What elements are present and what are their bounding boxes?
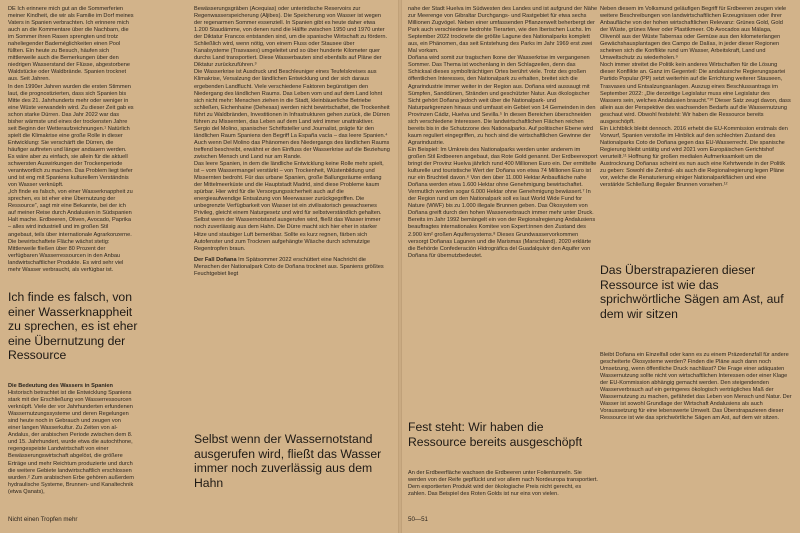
paragraph: Das leere Spanien, in dem die ländliche Entwicklung keine Rolle mehr spielt, ist – vom Wassermangel verstärkt – von Trockenheit, Wüstenbildung und Missernten bedroht. Für das urbane Spanien, große Ballungsräume entlang der Mittelmeerküste und die Hauptstadt Madrid, sind diese Probleme kaum spürbar. Hier wird für die Versorgungssicherheit auch auf die energieaufwendige Entsalzung von Meerwasser zurückgegriffen. Die unbegrenzte Verfügbarkeit von Wasser ist ein zivilisatorisch gewachsenes Privileg, gleicht einem Naturgesetz und wird für selbstverständlich gehalten. Selbst wenn der Wassernotstand ausgerufen wird, fließt das Wasser immer noch zuverlässig aus dem Hahn. Die Dürre macht sich hier eher in starker Hitze und staubiger Luft bemerkbar. Sollte es kurz regnen, färben sich Autofenster und zum Trocknen aufgehängte Wäsche durch schmutzige Regentropfen braun. xyxy=(194,161,384,252)
paragraph: Sergio del Molino, spanischer Schriftsteller und Journalist, prägte für den ländlichen Raum Spaniens den Begriff La España vacía – das leere Spanien.⁴ Auch wenn Del Molino das Phänomen des Niedergangs des ländlichen Raums treffend beschreibt, erwähnt er den Einfluss der Wasserkrise auf die Beziehung zwischen Mensch und Land nur am Rande. xyxy=(194,125,390,160)
pull-quote-2: Selbst wenn der Wassernotstand ausgerufen wird, fließt das Wasser immer noch zuverlässig aus dem Hahn xyxy=(194,432,382,490)
running-footer: Nicht einen Tropfen mehr xyxy=(8,516,78,523)
right-column-1-continued xyxy=(408,470,598,504)
paragraph: Bewässerungsgräben (Acequias) oder unterirdische Reservoirs zur Regenwasserspeicherung (Aljibes). Die Speicherung von Wasser ist wegen der regenarmen Sommer essenziell. In Spanien gibt es heute daher etwa 1.200 Staudämme, von denen rund die Hälfte zwischen 1950 und 1970 unter der Diktatur Francos entstanden sind, um die spanische Wirtschaft zu fördern. Schließlich wird, wenn nötig, von einem Fluss oder Stausee über Kanalsysteme (Trasvases) umgeleitet und so über hunderte Kilometer quer durchs Land transportiert. Diese Wasserbauten sind ebenfalls auf Pläne der Diktatur zurückzuführen.³ xyxy=(194,6,388,69)
right-column-1 xyxy=(408,6,598,418)
paragraph: „Ich finde es falsch, von einer Wasserknappheit zu sprechen, es ist eher eine Übernutzung der Ressource“, sagt mir eine Bekannte, bei der ich auf meiner Reise durch Andalusien in Südspanien Halt mache. Erdbeeren, Oliven, Avocado, Paprika – alles wird industriell und im großen Stil angebaut, teils über internationale Agrarkonzerne. Die bewirtschaftete Fläche wächst stetig: Mittlerweile fließen über 80 Prozent der verfügbaren Wasserressourcen in den Anbau landwirtschaftlicher Produkte. Es wird sehr viel mehr Wasser verbraucht, als verfügbar ist. xyxy=(8,189,133,273)
right-column-2 xyxy=(600,6,792,256)
left-column-1-continued xyxy=(8,383,134,501)
paragraph: An der Erdbeerfläche wachsen die Erdbeeren unter Folientunneln. Sie werden von der Reife gepflückt und vor allem nach Nordeuropa transportiert. Dem exportierten Produkt wird der ökologische Preis nicht gerecht, es zahlen. Das Beispiel des Roten Golds ist nur eins von vielen. xyxy=(408,470,598,498)
left-column-2 xyxy=(194,6,390,418)
pull-quote-4: Das Überstrapazieren dieser Ressource ist wie das sprichwörtliche Sägen am Ast, auf dem wir sitzen xyxy=(600,263,784,321)
right-page xyxy=(400,0,800,533)
paragraph: Historisch betrachtet ist die Entwicklung Spaniens stark mit der Erschließung von Wasserressourcen verknüpft. Viele der vor Jahrhunderten erfundenen Wassernutzungssysteme und deren Regelungen sind heute noch in Gebrauch und zeugen von einer langen Wasserkultur. Zu Zeiten von al-Andalus, der arabischen Periode zwischen dem 8. und 15. Jahrhundert, wurde etwa die autochthone, regengespeiste Landwirtschaft von einer Bewässerungswirtschaft abgelöst, die größere Erträge und mehr Reichtum produzierte und durch die weitere Gebiete landwirtschaftlich erschlossen wurden.² Zum arabischen Erbe gehören außerdem hydraulische Systeme, Brunnen- und Kanaltechnik (etwa Qanats), xyxy=(8,390,134,495)
right-column-2-continued xyxy=(600,352,792,490)
paragraph: Neben diesem im Volksmund geläufigen Begriff für Erdbeeren zeugen viele weitere Beschreibungen von landwirtschaftlichen Erzeugnissen oder ihrer Anbaufläche von der hohen wirtschaftlichen Relevanz: Grünes Gold, Gold der Wüste, grünes Meer oder Plastikmeer. Ob Avocados aus Málaga, Olivenöl aus der Wüste Tabernas oder Gemüse aus den kilometerlangen Gewächshausplantagen des Campo de Dalías, in jeder dieser Regionen scheinen sich die Konflikte rund um Wasser, Arbeitskraft, Land und Umweltschutz zu wiederholen.⁹ xyxy=(600,6,787,62)
paragraph: Die Wasserkrise ist Ausdruck und Beschleuniger eines Teufelskreises aus Klimakrise, Versalzung der ländlichen Entwicklung und der sich daraus ergebenden Landflucht. Viele verschiedene Faktoren begünstigen den Niedergang des ländlichen Raums. Das Leben vom und auf dem Land lohnt sich nicht mehr: Menschen ziehen in die Stadt, kleinbäuerliche Betriebe schließen, Eichenhaine (Dehesas) werden nicht bewirtschaftet, die Trockenheit führt zu Waldbränden, Investitionen in Infrastrukturen gehen zurück, die Dürren führen zu Missernten, das Leben auf dem Land wird immer unattraktiver. xyxy=(194,69,390,125)
paragraph: Im Spätsommer 2022 erschüttert eine Nachricht die Menschen der Nationalpark Coto de Doñana trocknet aus. Spaniens größtes Feuchtgebiet liegt xyxy=(194,256,384,277)
paragraph: nahe der Stadt Huelva im Südwesten des Landes und ist aufgrund der Nähe zur Meerenge von Gibraltar Durchgangs- und Rastgebiet für etwa sechs Millionen Zugvögel. Neben einer umfassenden Pflanzenwelt beherbergt der Park auch verschiedene bedrohte Tierarten, wie den Iberischen Luchs. Im September 2022 trocknete die größte Lagune des Nationalparks komplett aus, ein Phänomen, das seit Entstehung des Parks im Jahr 1969 erst zwei Mal vorkam. xyxy=(408,6,598,55)
section-heading: Der Fall Doñana xyxy=(194,256,237,263)
paragraph: Ein Beispiel: Im Umkreis des Nationalparks werden unter anderem im großen Stil Erdbeeren angebaut, das Rote Gold genannt. Der Erdbeerexport bringt der Provinz Huelva jährlich rund 400 Millionen Euro ein. Der ermittelte kulturelle und touristische Wert der Doñana von etwa 74 Millionen Euro ist nur ein Bruchteil davon.⁶ Von den über 11.000 Hektar Anbaufläche nahe Doñana werden etwa 1.600 Hektar ohne Genehmigung bewirtschaftet. Vermutlich werden sogar 6.000 Hektar ohne Genehmigung bewässert.⁷ In der Region rund um den Nationalpark soll es laut World Wide Fund for Nature (WWF) bis zu 1.000 illegale Brunnen geben. Das Ökosystem von Doñana greift durch den hohen Wasserverbrauch immer mehr unter Druck. Bereits im Jahr 1992 bemängelt ein von der Regionalregierung Andalusiens beauftragtes internationales Komitee von Expert:innen den Zustand des 2.900 km² großen Aquifersystems.⁸ Dieses Grundwasservorkommen versorgt Doñanas Lagunen und die Marismas (Marschland). 2020 erklärte die Behörde Confederación Hidrográfica del Guadalquivir den Aquifer von Doñana für übernutzbedeutet. xyxy=(408,146,598,259)
paragraph: Bleibt Doñana ein Einzelfall oder kann es zu einem Präzedenzfall für andere gescheiterte Ökosysteme werden? Finden die Pläne auch dann noch Umsetzung, wenn öffentliche Druck nachlässt? Die Frage einer adäquaten Wassernutzung sollte nicht von wirtschaftlichen Interessen oder einer Klage der EU-Kommission abhängig gemacht werden. Den steigendenden Wasserverbrauch auf ein geringeres ökologisch verträgliches Maß der Wassernutzung zu machen, gefährdet das Leben von Mensch und Natur. Der Wasser ist sowohl Grundlage der Wirtschaft Andalusiens als auch Voraussetzung für eine lebenswerte Umwelt. Das Überstrapazieren dieser Ressource ist wie das sprichwörtliche Sägen am Ast, auf dem wir sitzen. xyxy=(600,352,792,422)
paragraph: In den 1990er Jahren wurden die ersten Stimmen laut, die prognostizierten, dass sich Spanien bis Mitte des 21. Jahrhunderts mehr oder weniger in eine Wüste verwandeln wird. Zu dieser Zeit gab es schon starke Dürren. Das Jahr 2022 war das bisher wärmste und eines der trockensten Jahre seit Beginn der Wetteraufzeichnungen.¹ Natürlich spielt die Klimakrise eine große Rolle in dieser Entwicklung: Sie verschärft die Dürren, die häufiger auftreten und länger andauern werden. Es wäre aber zu einfach, sie allein für die aktuell schwersten Auswirkungen der Trockenperiode verantwortlich zu machen. Das Problem liegt tiefer und ist eng mit Spaniens kulturellem Verständnis von Wasser verknüpft. xyxy=(8,83,134,189)
pull-quote-1: Ich finde es falsch, von einer Wasserknappheit zu sprechen, es ist eher eine Übernutzung der Ressource xyxy=(8,290,138,362)
paragraph: Noch immer streitet die Politik kein anderes Wirtschaften für die Lösung dieser Konflikte an. Ganz im Gegenteil: Die andalusische Regierungspartei Partido Popular (PP) setzt weiterhin auf die Errichtung weiterer Stauseen, Trasvases und Entsalzungsanlagen. Auszug eines Beschlussantrags im September 2022: „Die derzeitige Legislatur muss eine Legislatur des Wassers sein, welches Andalusien braucht.“¹⁰ Dieser Satz zeugt davon, dass allein aus der Perspektive des wachsenden Bedarfs auf die Wassernutzung geschaut wird. Obwohl feststeht: Wir haben die Ressource bereits ausgeschöpft. xyxy=(600,62,791,125)
section-heading: Die Bedeutung des Wassers in Spanien xyxy=(8,383,113,389)
paragraph: Doñana wird somit zur tragischen Ikone der Wasserkrise im vergangenen Sommer. Das Thema ist wochenlang in den Schlagzeilen, denn das Schicksal dieses symbolträchtigen Ortes berührt viele. Trotz des großen öffentlichen Interesses, den Nationalpark zu erhalten, breitet sich die Agrarindustrie immer weiter in der Region aus. Doñana wird aussaugt mit Sümpfen, Sanddünen, Stränden und geschützter Natur. Aus ökologischer Sicht gehört Doñana jedoch weit über die Nationalpark- und Naturparkgrenzen hinaus und umfasst ein Gebiet von 14 Gemeinden in den Provinzen Cádiz, Huelva und Sevilla.⁵ In diesen Bereichen überschneiden sich verschiedene Interessen. Die landwirtschaftlichen Flächen reichen bereits bis in die Schutzzone des Nationalparks. Auf politischer Ebene wird kaum reguliert eingegriffen, zu hoch sind die wirtschaftlichen Gewinne der Agrarindustrie. xyxy=(408,55,596,146)
pull-quote-3: Fest steht: Wir haben die Ressource bereits ausgeschöpft xyxy=(408,420,583,449)
left-column-1 xyxy=(8,6,134,286)
page-numbers: 50—51 xyxy=(408,516,428,523)
paragraph: DE Ich erinnere mich gut an die Sommerferien meiner Kindheit, die wir als Familie im Dorf meines Vaters in Spanien verbrachten. Ich erinnere mich auch an die Kommentare über die Nachbarn, die im Sommer ihren Rasen sprengten und trotz naheliegender Bademéglichkeiten einen Pool füllten. Ein heute zu Besuch, häufen sich mittlerweile auch die Bemerkungen über den niedrigen Wasserstand der Flüsse, abgestorbene Waldstücke oder Waldbrände. Spanien trocknet aus. Seit Jahren. xyxy=(8,6,134,83)
paragraph: Ein Lichtblick bleibt dennoch. 2016 erhebt die EU-Kommission erstmals den Vorwurf, Spanien verstoße im Hinblick auf den schlechten Zustand des Nationalparks Coto de Doñana gegen das EU-Wasserrecht. Die spanische Regierung bleibt untätig und wird 2021 vom Europäischen Gerichtshof verurteilt.¹¹ Hoffnung für großen medialen Aufmerksamkeit um die Austrocknung Doñanas scheint es nun auch eine Kehrtwende in der Politik zu geben: Sowohl die Zentral- als auch die Regionalregierung legen Pläne vor, welche die Renaturierung einiger Nationalparkflächen und eine verstärkte Schließung illegaler Brunnen vorsehen.¹² xyxy=(600,125,788,189)
